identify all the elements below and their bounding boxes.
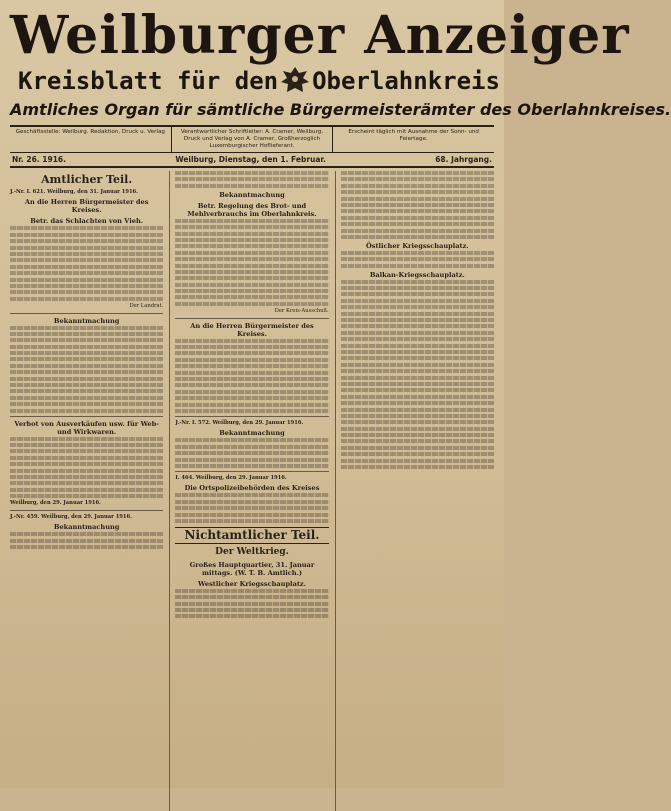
- text-line: [341, 171, 494, 175]
- text-line: [10, 233, 163, 237]
- text-line: [175, 383, 328, 387]
- text-line: [175, 403, 328, 407]
- text-line: [341, 420, 494, 424]
- divider: [10, 313, 163, 314]
- divider: [175, 471, 328, 472]
- text-line: [175, 270, 328, 274]
- text-line: [175, 409, 328, 413]
- text-line: [341, 369, 494, 373]
- text-line: [175, 451, 328, 455]
- text-line: [175, 364, 328, 368]
- text-line: [10, 409, 163, 413]
- text-line: [10, 284, 163, 288]
- text-line: [175, 519, 328, 523]
- text-line: [341, 439, 494, 443]
- text-line: [10, 402, 163, 406]
- text-line: [10, 351, 163, 355]
- text-line: [341, 235, 494, 239]
- text-line: [175, 177, 328, 181]
- text-line: [10, 475, 163, 479]
- text-line: [175, 445, 328, 449]
- text-line: [341, 184, 494, 188]
- info-left: Geschäftsstelle: Weilburg. Redaktion, Druck u. Verlag: [15, 129, 165, 135]
- issue-volume: 68. Jahrgang.: [435, 155, 492, 164]
- text-line: [175, 289, 328, 293]
- text-line: [341, 305, 494, 309]
- signature: Der Kreis-Ausschuß.: [274, 308, 329, 315]
- article-heading: Westlicher Kriegsschauplatz.: [198, 579, 306, 588]
- text-line: [341, 356, 494, 360]
- text-line: [175, 219, 328, 223]
- text-line: [341, 280, 494, 284]
- text-line: [10, 377, 163, 381]
- text-line: [175, 244, 328, 248]
- text-line: [341, 292, 494, 296]
- text-line: [175, 295, 328, 299]
- text-line: [341, 433, 494, 437]
- column-3: [335, 171, 494, 811]
- article-heading: Verbot von Ausverkäufen usw. für Web- und Wirkwaren.: [14, 419, 159, 436]
- masthead: [10, 5, 671, 120]
- text-line: [175, 351, 328, 355]
- article-heading: Bekanntmachung: [219, 190, 285, 199]
- text-line: [175, 614, 328, 618]
- text-line: [10, 326, 163, 330]
- text-line: [341, 209, 494, 213]
- text-line: [10, 265, 163, 269]
- text-line: [10, 456, 163, 460]
- illegible-text-block: [175, 493, 328, 523]
- text-line: [10, 545, 163, 549]
- illegible-text-block: [10, 326, 163, 413]
- text-line: [175, 500, 328, 504]
- addressee: An die Herren Bürgermeister des Kreises.: [24, 198, 149, 215]
- addressee: An die Herren Bürgermeister des Kreises.: [190, 321, 314, 338]
- text-line: [175, 390, 328, 394]
- text-line: [175, 493, 328, 497]
- text-line: [175, 276, 328, 280]
- illegible-text-block: [175, 339, 328, 413]
- text-line: [10, 396, 163, 400]
- article-heading: Die Ortspolizeibehörden des Kreises: [184, 484, 320, 493]
- text-line: [10, 226, 163, 230]
- text-line: [10, 449, 163, 453]
- text-line: [10, 437, 163, 441]
- eagle-crest-icon: [278, 64, 312, 98]
- text-line: [175, 602, 328, 606]
- text-line: [175, 251, 328, 255]
- illegible-text-block: [10, 226, 163, 300]
- article-heading: Bekanntmachung: [219, 429, 285, 438]
- text-line: [341, 197, 494, 201]
- text-line: [10, 462, 163, 466]
- text-line: [341, 222, 494, 226]
- text-line: [10, 271, 163, 275]
- subtitle-row: [10, 64, 500, 98]
- text-line: [341, 452, 494, 456]
- text-line: [175, 232, 328, 236]
- text-line: [175, 283, 328, 287]
- text-line: [341, 251, 494, 255]
- text-line: [341, 216, 494, 220]
- text-line: [10, 239, 163, 243]
- column-1: [10, 171, 163, 811]
- info-bar: [10, 125, 494, 153]
- info-middle: Verantwortlicher Schriftleiter: A. Cramer, Weilburg. Druck und Verlag von A. Cramer, Großherzoglich Luxemburgischer Hoflieferant.: [171, 127, 333, 152]
- text-line: [175, 257, 328, 261]
- article-heading: Großes Hauptquartier, 31. Januar mittags. (W. T. B. Amtlich.): [189, 560, 315, 577]
- text-line: [175, 264, 328, 268]
- text-line: [341, 331, 494, 335]
- text-line: [10, 539, 163, 543]
- text-line: [10, 370, 163, 374]
- text-line: [175, 225, 328, 229]
- illegible-text-block: [175, 171, 328, 188]
- divider: [175, 416, 328, 417]
- issue-number: Nr. 26.: [12, 155, 40, 164]
- newspaper-title: Weilburger Anzeiger: [10, 5, 630, 66]
- ref-number: J.-Nr. 459. Weilburg, den 29. Januar 1916.: [10, 513, 132, 520]
- text-line: [10, 488, 163, 492]
- text-line: [341, 318, 494, 322]
- issue-date: Weilburg, Dienstag, den 1. Februar.: [175, 155, 326, 164]
- text-line: [341, 446, 494, 450]
- text-line: [341, 465, 494, 469]
- text-line: [175, 371, 328, 375]
- column-2: [169, 171, 328, 811]
- text-line: [10, 290, 163, 294]
- ref-number: J.-Nr. I. 621. Weilburg, den 31. Januar 1916.: [10, 189, 138, 195]
- text-line: [341, 264, 494, 268]
- text-line: [175, 595, 328, 599]
- text-line: [341, 408, 494, 412]
- text-line: [341, 324, 494, 328]
- issue-year: 1916.: [42, 155, 67, 164]
- illegible-text-block: [175, 438, 328, 468]
- illegible-text-block: [341, 251, 494, 268]
- illegible-text-block: [175, 219, 328, 306]
- text-line: [10, 338, 163, 342]
- divider: [175, 318, 328, 319]
- text-line: [10, 364, 163, 368]
- text-line: [341, 350, 494, 354]
- text-line: [10, 297, 163, 301]
- text-line: [175, 506, 328, 510]
- text-line: [175, 458, 328, 462]
- text-line: [341, 229, 494, 233]
- text-line: [10, 494, 163, 498]
- text-line: [175, 238, 328, 242]
- text-line: [341, 344, 494, 348]
- text-line: [175, 358, 328, 362]
- text-line: [341, 414, 494, 418]
- text-line: [175, 589, 328, 593]
- divider: [10, 416, 163, 417]
- signature: Der Landrat.: [129, 303, 164, 310]
- text-line: [341, 459, 494, 463]
- article-heading: Betr. das Schlachten von Vieh.: [30, 217, 144, 226]
- text-line: [341, 388, 494, 392]
- text-line: [341, 395, 494, 399]
- text-line: [10, 357, 163, 361]
- text-line: [175, 171, 328, 175]
- article-heading: Bekanntmachung: [53, 523, 120, 532]
- text-line: [341, 299, 494, 303]
- illegible-text-block: [10, 437, 163, 499]
- illegible-text-block: [175, 589, 328, 619]
- illegible-text-block: [10, 532, 163, 549]
- text-line: [175, 464, 328, 468]
- text-line: [10, 332, 163, 336]
- illegible-text-block: [341, 171, 494, 239]
- text-line: [175, 184, 328, 188]
- text-line: [175, 513, 328, 517]
- ref-number: I. 464. Weilburg, den 29. Januar 1916.: [175, 474, 287, 481]
- issue-bar: [10, 153, 494, 168]
- article-heading: Balkan-Kriegsschauplatz.: [369, 270, 465, 279]
- article-heading: Östlicher Kriegsschauplatz.: [366, 241, 469, 250]
- text-line: [175, 608, 328, 612]
- illegible-text-block: [341, 280, 494, 469]
- text-line: [10, 252, 163, 256]
- text-line: [341, 177, 494, 181]
- dateline: Weilburg, den 29. Januar 1916.: [10, 500, 101, 507]
- info-right: Erscheint täglich mit Ausnahme der Sonn- und Feiertage.: [332, 127, 494, 152]
- text-line: [10, 389, 163, 393]
- text-line: [175, 339, 328, 343]
- columns: [10, 171, 494, 811]
- section-unofficial: Nichtamtlicher Teil.: [175, 527, 328, 544]
- text-line: [10, 345, 163, 349]
- text-line: [341, 376, 494, 380]
- text-line: [10, 278, 163, 282]
- text-line: [341, 427, 494, 431]
- text-line: [10, 246, 163, 250]
- text-line: [341, 190, 494, 194]
- text-line: [10, 443, 163, 447]
- text-line: [341, 203, 494, 207]
- text-line: [175, 302, 328, 306]
- text-line: [341, 363, 494, 367]
- article-heading: Der Weltkrieg.: [215, 546, 289, 557]
- text-line: [10, 532, 163, 536]
- subtitle-left: Kreisblatt für den: [18, 67, 279, 95]
- text-line: [175, 345, 328, 349]
- divider: [10, 510, 163, 511]
- text-line: [341, 286, 494, 290]
- text-line: [10, 258, 163, 262]
- section-official: Amtlicher Teil.: [41, 173, 133, 186]
- text-line: [10, 481, 163, 485]
- text-line: [341, 312, 494, 316]
- text-line: [175, 438, 328, 442]
- article-heading: Bekanntmachung: [53, 316, 120, 325]
- text-line: [10, 383, 163, 387]
- organ-line: Amtliches Organ für sämtliche Bürgermeisterämter des Oberlahnkreises.: [10, 100, 671, 119]
- text-line: [341, 337, 494, 341]
- subtitle-right: Oberlahnkreis: [312, 67, 500, 95]
- text-line: [10, 469, 163, 473]
- text-line: [175, 396, 328, 400]
- text-line: [341, 257, 494, 261]
- article-heading: Betr. Regelung des Brot- und Mehlverbrauchs im Oberlahnkreis.: [187, 201, 317, 218]
- text-line: [341, 401, 494, 405]
- text-line: [175, 377, 328, 381]
- text-line: [341, 382, 494, 386]
- ref-number: J.-Nr. I. 572. Weilburg, den 29. Januar 1916.: [175, 419, 304, 426]
